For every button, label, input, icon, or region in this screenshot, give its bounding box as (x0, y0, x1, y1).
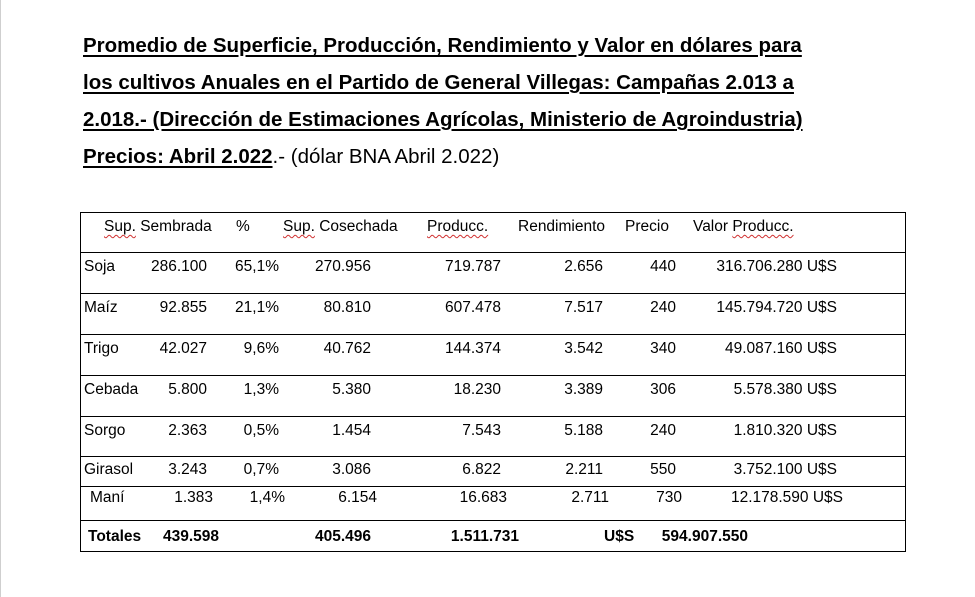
title-line-1: Promedio de Superficie, Producción, Rendimiento y Valor en dólares para (83, 34, 802, 57)
row-divider (81, 375, 905, 376)
row-precio-cell: 440 (650, 258, 676, 275)
row-cultivo-cell: Girasol (84, 461, 134, 478)
row-cosechada-cell: 80.810 (323, 299, 371, 316)
row-cultivo-cell: Maní (90, 489, 125, 506)
row-produccion-cell: 7.543 (462, 422, 501, 439)
row-precio-cell: 550 (650, 461, 676, 478)
row-cosechada-cell: 5.380 (332, 381, 371, 398)
row-cosechada-cell: 40.762 (323, 340, 371, 357)
row-produccion-cell: 607.478 (444, 299, 501, 316)
row-pct-cell: 1,4% (249, 489, 285, 506)
row-rendimiento-cell: 2.211 (565, 461, 603, 478)
row-sembrada-cell: 92.855 (159, 299, 207, 316)
row-produccion-cell: 18.230 (453, 381, 501, 398)
row-sembrada-cell: 5.800 (168, 381, 207, 398)
row-divider (81, 334, 905, 335)
row-produccion-cell: 16.683 (459, 489, 507, 506)
title-line-2: los cultivos Anuales en el Partido de General Villegas: Campañas 2.013 a (83, 71, 794, 94)
row-sembrada-cell: 42.027 (159, 340, 207, 357)
row-cultivo-cell: Trigo (84, 340, 119, 357)
totals-currency: U$S (604, 528, 635, 545)
row-valor-cell: 12.178.590 U$S (730, 489, 843, 506)
row-pct-cell: 21,1% (235, 299, 279, 316)
row-cosechada-cell: 6.154 (338, 489, 377, 506)
totals-valor: 594.907.550 (661, 528, 748, 545)
row-rendimiento-cell: 2.656 (564, 258, 603, 275)
row-rendimiento-cell: 5.188 (564, 422, 603, 439)
row-precio-cell: 340 (650, 340, 676, 357)
page-edge-divider (0, 0, 1, 597)
row-rendimiento-cell: 3.542 (564, 340, 603, 357)
row-cosechada-cell: 3.086 (332, 461, 371, 478)
crops-table (80, 212, 906, 552)
row-precio-cell: 240 (650, 299, 676, 316)
header-sup-cosechada: Sup. Cosechada (283, 218, 398, 235)
header-rendimiento: Rendimiento (518, 218, 606, 235)
document-title (83, 27, 903, 175)
row-valor-cell: 49.087.160 U$S (724, 340, 837, 357)
row-rendimiento-cell: 2.711 (571, 489, 609, 506)
header-producc: Producc. (427, 218, 489, 235)
row-divider (81, 520, 905, 521)
totals-cosechada: 405.496 (314, 528, 371, 545)
row-precio-cell: 306 (650, 381, 676, 398)
row-cosechada-cell: 270.956 (314, 258, 371, 275)
row-pct-cell: 9,6% (243, 340, 279, 357)
row-produccion-cell: 719.787 (444, 258, 501, 275)
row-sembrada-cell: 1.383 (174, 489, 213, 506)
row-valor-cell: 145.794.720 U$S (716, 299, 837, 316)
row-valor-cell: 3.752.100 U$S (733, 461, 837, 478)
row-divider (81, 416, 905, 417)
header-sup-sembrada: Sup. Sembrada (104, 218, 212, 235)
header-pct: % (236, 218, 250, 235)
row-rendimiento-cell: 7.517 (564, 299, 603, 316)
row-produccion-cell: 144.374 (444, 340, 501, 357)
row-valor-cell: 5.578.380 U$S (733, 381, 837, 398)
row-divider (81, 252, 905, 253)
row-sembrada-cell: 3.243 (168, 461, 207, 478)
row-divider (81, 293, 905, 294)
row-pct-cell: 65,1% (235, 258, 279, 275)
totals-produccion: 1.511.731 (450, 528, 519, 545)
row-cultivo-cell: Maíz (84, 299, 118, 316)
title-exchange-note: .- (dólar BNA Abril 2.022) (272, 145, 500, 168)
title-prices-label: Precios: Abril 2.022 (83, 145, 273, 168)
title-line-4 (83, 138, 903, 175)
header-valor-producc: Valor Producc. (693, 218, 794, 235)
row-cosechada-cell: 1.454 (332, 422, 371, 439)
row-produccion-cell: 6.822 (462, 461, 501, 478)
row-cultivo-cell: Cebada (84, 381, 139, 398)
row-precio-cell: 730 (656, 489, 682, 506)
row-valor-cell: 316.706.280 U$S (716, 258, 837, 275)
row-pct-cell: 0,5% (243, 422, 279, 439)
title-line-3: 2.018.- (Dirección de Estimaciones Agrícolas, Ministerio de Agroindustria) (83, 108, 803, 131)
header-precio: Precio (625, 218, 669, 235)
row-divider (81, 486, 905, 487)
row-divider (81, 456, 905, 457)
row-pct-cell: 0,7% (243, 461, 279, 478)
totals-label: Totales (88, 528, 142, 545)
row-cultivo-cell: Soja (84, 258, 116, 275)
totals-sembrada: 439.598 (162, 528, 219, 545)
row-cultivo-cell: Sorgo (84, 422, 126, 439)
row-valor-cell: 1.810.320 U$S (733, 422, 837, 439)
row-sembrada-cell: 2.363 (168, 422, 207, 439)
row-rendimiento-cell: 3.389 (564, 381, 603, 398)
row-precio-cell: 240 (650, 422, 676, 439)
row-sembrada-cell: 286.100 (150, 258, 207, 275)
row-pct-cell: 1,3% (243, 381, 279, 398)
